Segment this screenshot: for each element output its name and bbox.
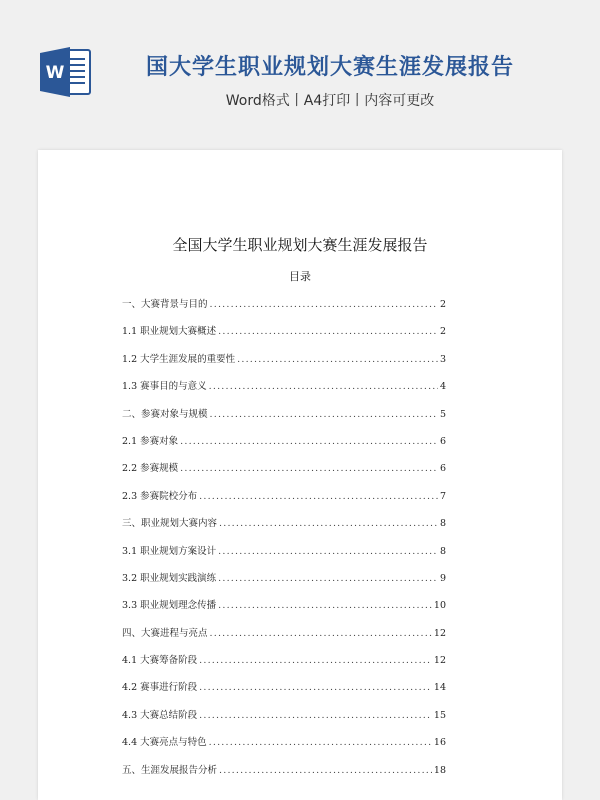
toc-heading: 目录 (289, 270, 311, 283)
toc-leader-dots (199, 655, 432, 666)
toc-entry[interactable] (122, 625, 446, 652)
toc-leader-dots (210, 628, 432, 639)
toc-leader-dots (180, 463, 438, 474)
toc-entry-page: 14 (433, 682, 446, 694)
toc-leader-dots (180, 436, 438, 447)
toc-leader-dots (210, 409, 438, 420)
toc-entry[interactable] (122, 351, 446, 378)
toc-leader-dots (219, 518, 438, 529)
toc-leader-dots (219, 765, 432, 776)
toc-leader-dots (218, 326, 438, 337)
toc-leader-dots (218, 573, 438, 584)
toc-entry[interactable] (122, 652, 446, 679)
toc-entry-label: 3.2 职业规划实践演练 (122, 572, 217, 584)
toc-entry-page: 16 (433, 737, 446, 749)
toc-entry-page: 18 (433, 764, 446, 776)
toc-leader-dots (209, 737, 432, 748)
toc-entry-page: 7 (439, 490, 446, 502)
toc-entry-label: 2.2 参赛规模 (122, 463, 179, 475)
banner-subtitle: Word格式丨A4打印丨内容可更改 (225, 93, 435, 109)
toc-leader-dots (199, 491, 438, 502)
toc-entry-label: 4.4 大赛亮点与特色 (122, 737, 207, 749)
document-title: 全国大学生职业规划大赛生涯发展报告 (172, 236, 428, 254)
toc-entry-label: 4.1 大赛筹备阶段 (122, 655, 198, 667)
toc-entry-label: 1.3 赛事目的与意义 (122, 381, 207, 393)
toc-entry-page: 12 (433, 627, 446, 639)
toc-entry-label: 3.1 职业规划方案设计 (122, 545, 217, 557)
toc-entry[interactable] (122, 543, 446, 570)
toc-entry-label: 4.3 大赛总结阶段 (122, 709, 198, 721)
toc-entry[interactable] (122, 378, 446, 405)
toc-entry[interactable] (122, 460, 446, 487)
toc-entry-label: 1.2 大学生涯发展的重要性 (122, 353, 236, 365)
toc-entry[interactable] (122, 433, 446, 460)
toc-entry-label: 1.1 职业规划大赛概述 (122, 326, 217, 338)
toc-entry-page: 2 (439, 299, 446, 310)
toc-entry-page: 12 (433, 655, 446, 667)
toc-entry-page: 6 (439, 435, 446, 447)
toc-entry[interactable] (122, 679, 446, 706)
toc-leader-dots (209, 381, 438, 392)
word-icon-letter: W (45, 63, 65, 83)
toc-leader-dots (199, 710, 432, 721)
banner (0, 0, 600, 150)
toc-entry-page: 15 (433, 709, 446, 721)
toc-entry-label: 二、参赛对象与规模 (122, 408, 208, 420)
toc-leader-dots (237, 354, 438, 365)
toc-leader-dots (210, 299, 438, 310)
toc-entry-label: 四、大赛进程与亮点 (122, 627, 208, 639)
toc-leader-dots (199, 682, 432, 693)
toc-entry-page: 8 (439, 518, 446, 530)
toc-leader-dots (218, 546, 438, 557)
toc-entry-label: 4.2 赛事进行阶段 (122, 682, 198, 694)
table-of-contents (122, 296, 446, 789)
toc-entry[interactable] (122, 597, 446, 624)
toc-entry-page: 9 (439, 572, 446, 584)
document-page (38, 150, 562, 800)
toc-entry-label: 2.1 参赛对象 (122, 435, 179, 447)
toc-leader-dots (218, 600, 432, 611)
toc-entry-page: 10 (433, 600, 446, 612)
toc-entry-label: 3.3 职业规划理念传播 (122, 600, 217, 612)
toc-entry-page: 3 (439, 353, 446, 365)
toc-entry-label: 三、职业规划大赛内容 (122, 518, 218, 530)
word-document-icon (38, 44, 94, 100)
toc-entry-page: 5 (439, 408, 446, 420)
toc-entry[interactable] (122, 762, 446, 789)
toc-entry[interactable] (122, 570, 446, 597)
toc-entry-label: 2.3 参赛院校分布 (122, 490, 198, 502)
toc-entry[interactable] (122, 323, 446, 350)
toc-entry-page: 6 (439, 463, 446, 475)
toc-entry-label: 一、大赛背景与目的 (122, 299, 208, 310)
toc-entry-page: 8 (439, 545, 446, 557)
toc-entry[interactable] (122, 515, 446, 542)
toc-entry[interactable] (122, 707, 446, 734)
banner-title: 国大学生职业规划大赛生涯发展报告 (145, 55, 514, 80)
toc-entry-label: 五、生涯发展报告分析 (122, 764, 218, 776)
toc-entry[interactable] (122, 296, 446, 323)
toc-entry[interactable] (122, 734, 446, 761)
toc-entry[interactable] (122, 406, 446, 433)
toc-entry-page: 2 (439, 326, 446, 338)
toc-entry-page: 4 (439, 381, 446, 393)
toc-entry[interactable] (122, 488, 446, 515)
